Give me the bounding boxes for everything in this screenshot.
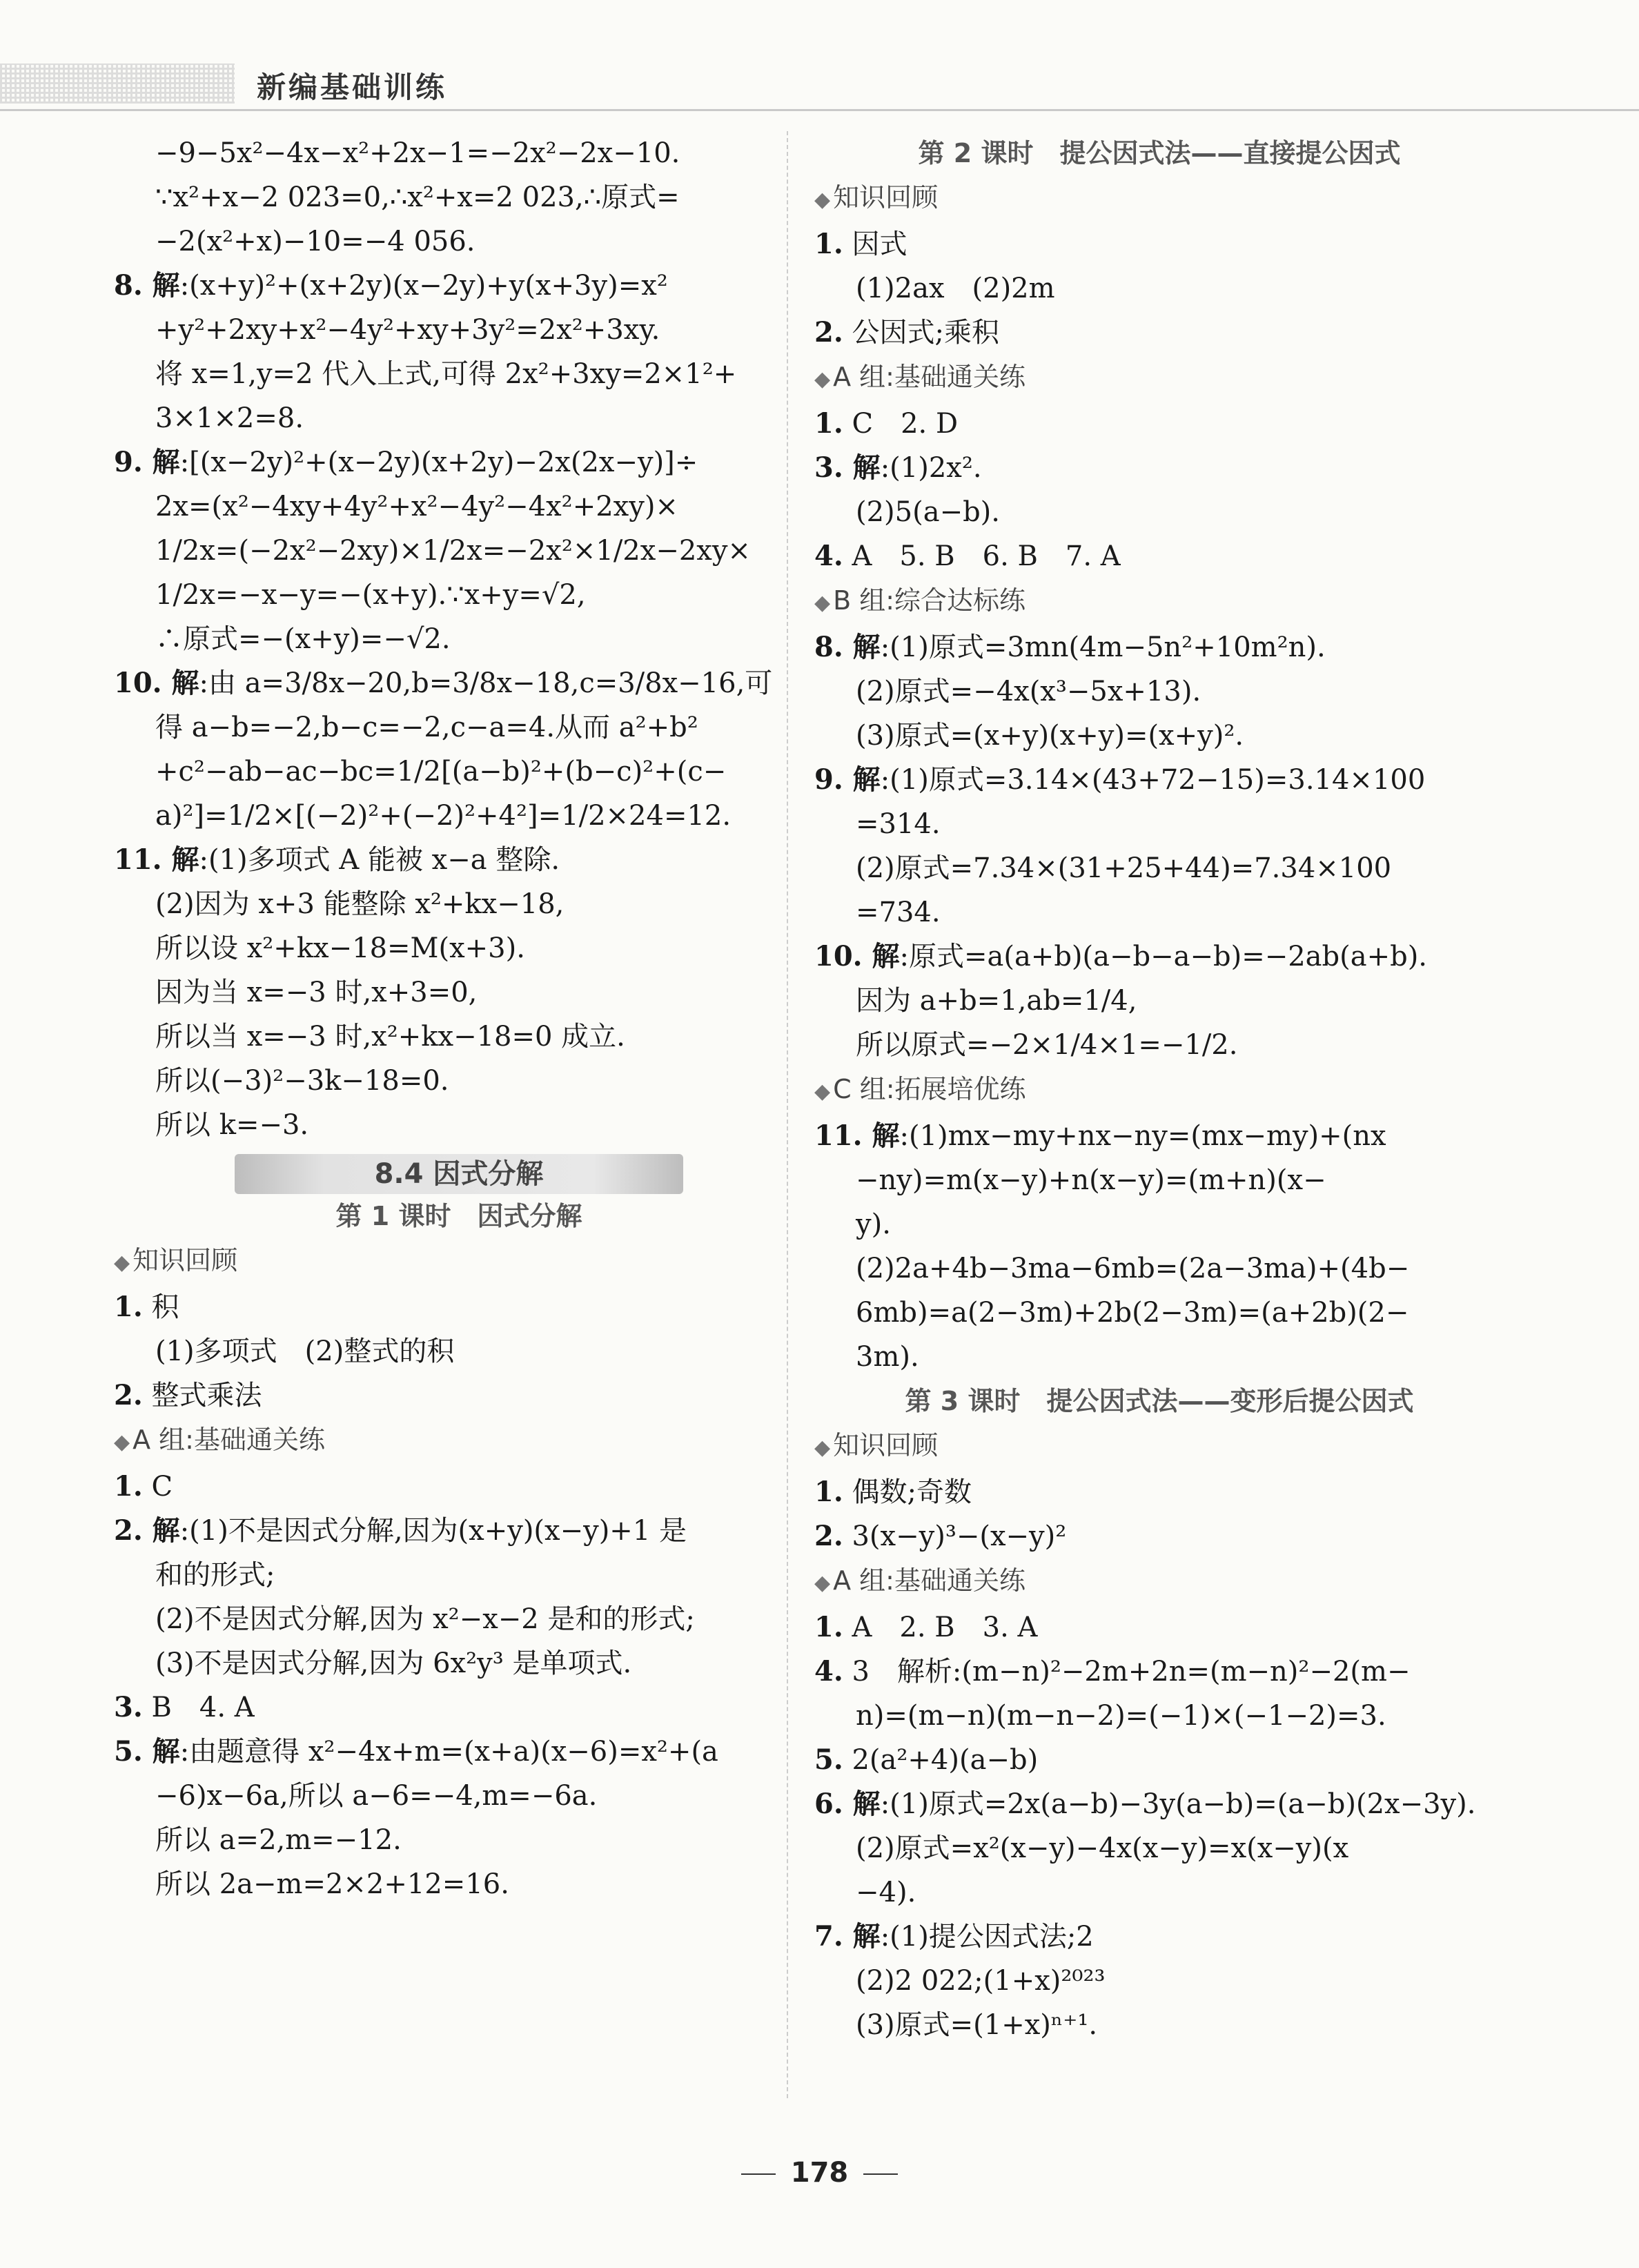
answer-line — [814, 1694, 1504, 1738]
diamond-icon: ◆ — [814, 188, 831, 212]
answer-text: :[(x−2y)²+(x−2y)(x+2y)−2x(2x−y)]÷ — [179, 447, 698, 478]
answer-line — [114, 1509, 804, 1553]
answer-line — [814, 1335, 1504, 1379]
section-heading-text: 知识回顾 — [133, 1245, 238, 1275]
answer-line — [114, 661, 804, 705]
section-heading-text: A 组:基础通关练 — [833, 362, 1025, 392]
answer-line — [114, 1059, 804, 1103]
answer-line — [114, 1862, 804, 1906]
question-number: 9. 解 — [814, 763, 881, 796]
answer-text: 将 x=1,y=2 代入上式,可得 2x²+3xy=2×1²+ — [155, 358, 737, 390]
answer-line — [814, 222, 1504, 266]
answer-line — [814, 1650, 1504, 1694]
question-number: 5. 解 — [114, 1735, 180, 1768]
question-number: 2. 解 — [114, 1514, 180, 1547]
right-column — [814, 131, 1504, 2047]
answer-text: n)=(m−n)(m−n−2)=(−1)×(−1−2)=3. — [856, 1700, 1386, 1732]
section-heading — [814, 175, 1504, 222]
answer-text: :(1)原式=3.14×(43+72−15)=3.14×100 — [880, 764, 1426, 796]
answer-text: 和的形式; — [155, 1559, 275, 1591]
answer-text: :(1)原式=3mn(4m−5n²+10m²n). — [880, 632, 1326, 663]
answer-text: a)²]=1/2×[(−2)²+(−2)²+4²]=1/2×24=12. — [155, 800, 732, 832]
answer-text: (2)2a+4b−3ma−6mb=(2a−3ma)+(4b− — [856, 1253, 1410, 1284]
answer-line — [114, 264, 804, 308]
answer-line — [114, 1553, 804, 1597]
answer-text: 所以原式=−2×1/4×1=−1/2. — [856, 1029, 1238, 1061]
answer-line — [114, 1465, 804, 1509]
answer-line — [114, 175, 804, 219]
answer-text: 2x=(x²−4xy+4y²+x²−4y²−4x²+2xy)× — [155, 491, 678, 522]
answer-line — [814, 1959, 1504, 2003]
answer-line — [114, 750, 804, 794]
answer-line — [114, 1641, 804, 1685]
answer-line — [814, 402, 1504, 446]
question-number: 1. — [114, 1291, 143, 1323]
answer-line — [114, 131, 804, 175]
footer-dash-left — [741, 2173, 776, 2175]
answer-text: (1)多项式 (2)整式的积 — [155, 1336, 455, 1367]
answer-text: C 2. D — [843, 408, 959, 440]
answer-text: +y²+2xy+x²−4y²+xy+3y²=2x²+3xy. — [155, 314, 660, 346]
answer-line — [814, 1605, 1504, 1650]
question-number: 3. 解 — [814, 451, 881, 484]
question-number: 1. — [814, 1476, 843, 1508]
answer-text: =734. — [856, 897, 941, 928]
answer-text: (3)原式=(1+x)ⁿ⁺¹. — [856, 2009, 1098, 2041]
section-heading — [814, 1558, 1504, 1605]
answer-line — [814, 1870, 1504, 1915]
diamond-icon: ◆ — [114, 1251, 130, 1275]
question-number: 2. — [114, 1379, 143, 1411]
answer-line — [814, 625, 1504, 669]
header-divider — [0, 109, 1639, 111]
answer-text: 3(x−y)³−(x−y)² — [843, 1521, 1067, 1552]
question-number: 11. 解 — [814, 1120, 900, 1152]
section-heading-text: A 组:基础通关练 — [133, 1425, 325, 1455]
question-number: 2. — [814, 1520, 843, 1552]
answer-text: −2(x²+x)−10=−4 056. — [155, 226, 475, 257]
answer-text: y). — [856, 1209, 891, 1240]
answer-text: (2)2 022;(1+x)²⁰²³ — [856, 1965, 1106, 1997]
answer-text: −6)x−6a,所以 a−6=−4,m=−6a. — [155, 1780, 598, 1812]
left-column — [114, 131, 804, 1906]
section-heading-text: 知识回顾 — [833, 182, 939, 213]
answer-text: (3)原式=(x+y)(x+y)=(x+y)². — [856, 720, 1244, 752]
diamond-icon: ◆ — [814, 1436, 831, 1460]
answer-text: −ny)=m(x−y)+n(x−y)=(m+n)(x− — [856, 1164, 1326, 1196]
diamond-icon: ◆ — [814, 367, 831, 391]
answer-line — [814, 1738, 1504, 1782]
answer-line — [814, 802, 1504, 846]
book-title: 新编基础训练 — [257, 70, 448, 104]
answer-line — [814, 1514, 1504, 1558]
answer-line — [114, 1015, 804, 1059]
section-heading-text: 知识回顾 — [833, 1430, 939, 1460]
answer-line — [814, 1202, 1504, 1247]
answer-text: 因为 a+b=1,ab=1/4, — [856, 985, 1137, 1017]
answer-line — [814, 1470, 1504, 1514]
lesson-title: 第 3 课时 提公因式法——变形后提公因式 — [905, 1386, 1414, 1416]
answer-text: 2(a²+4)(a−b) — [843, 1744, 1039, 1776]
answer-text: (2)不是因式分解,因为 x²−x−2 是和的形式; — [155, 1603, 695, 1635]
answer-line — [114, 1818, 804, 1862]
answer-line — [814, 979, 1504, 1023]
answer-line — [814, 1915, 1504, 1959]
question-number: 6. 解 — [814, 1788, 881, 1820]
answer-text: ∴原式=−(x+y)=−√2. — [155, 623, 451, 655]
answer-text: :原式=a(a+b)(a−b−a−b)=−2ab(a+b). — [899, 941, 1428, 972]
answer-text: A 5. B 6. B 7. A — [843, 540, 1121, 572]
section-heading — [814, 578, 1504, 625]
lesson-title: 第 1 课时 因式分解 — [335, 1201, 582, 1231]
answer-text: :由题意得 x²−4x+m=(x+a)(x−6)=x²+(a — [179, 1736, 718, 1768]
section-heading — [814, 355, 1504, 402]
answer-line — [114, 970, 804, 1015]
page-number: 178 — [790, 2157, 849, 2189]
section-heading — [814, 1067, 1504, 1114]
answer-text: ∵x²+x−2 023=0,∴x²+x=2 023,∴原式= — [155, 182, 680, 213]
answer-text: :(1)2x². — [880, 452, 982, 484]
column-divider — [787, 131, 788, 2098]
question-number: 1. — [814, 407, 843, 440]
answer-line — [114, 1373, 804, 1418]
answer-text: 1/2x=−x−y=−(x+y).∵x+y=√2, — [155, 579, 586, 611]
answer-line — [114, 794, 804, 838]
answer-line — [814, 1023, 1504, 1067]
question-number: 8. 解 — [814, 631, 881, 663]
answer-text: :(1)原式=2x(a−b)−3y(a−b)=(a−b)(2x−3y). — [880, 1788, 1476, 1820]
answer-line — [114, 1774, 804, 1818]
page-footer — [0, 2157, 1639, 2189]
answer-text: (2)5(a−b). — [856, 496, 1001, 528]
answer-line — [114, 529, 804, 573]
answer-line — [814, 266, 1504, 311]
header-pattern — [0, 63, 235, 104]
section-heading-text: A 组:基础通关练 — [833, 1565, 1025, 1596]
answer-text: 积 — [142, 1291, 179, 1323]
answer-line — [814, 1158, 1504, 1202]
answer-text: 所以(−3)²−3k−18=0. — [155, 1065, 449, 1097]
question-number: 9. 解 — [114, 446, 180, 478]
footer-dash-right — [863, 2173, 898, 2175]
answer-text: 6mb)=a(2−3m)+2b(2−3m)=(a+2b)(2− — [856, 1297, 1409, 1329]
answer-text: +c²−ab−ac−bc=1/2[(a−b)²+(b−c)²+(c− — [155, 756, 727, 788]
answer-line — [814, 446, 1504, 490]
answer-text: :(1)mx−my+nx−ny=(mx−my)+(nx — [899, 1120, 1386, 1152]
answer-line — [114, 219, 804, 264]
answer-text: :由 a=3/8x−20,b=3/8x−18,c=3/8x−16,可 — [199, 667, 773, 699]
answer-line — [114, 396, 804, 440]
answer-text: (2)原式=7.34×(31+25+44)=7.34×100 — [856, 852, 1392, 884]
answer-line — [814, 2003, 1504, 2047]
answer-line — [114, 1685, 804, 1730]
answer-text: 3m). — [856, 1341, 919, 1373]
answer-line — [814, 311, 1504, 355]
answer-line — [814, 1782, 1504, 1826]
answer-text: (2)因为 x+3 能整除 x²+kx−18, — [155, 888, 565, 920]
answer-line — [814, 534, 1504, 578]
question-number: 7. 解 — [814, 1920, 881, 1953]
answer-line — [114, 352, 804, 396]
diamond-icon: ◆ — [814, 591, 831, 615]
answer-text: 1/2x=(−2x²−2xy)×1/2x=−2x²×1/2x−2xy× — [155, 535, 751, 567]
question-number: 10. 解 — [114, 667, 199, 699]
section-heading-text: C 组:拓展培优练 — [833, 1074, 1026, 1104]
answer-line — [814, 1247, 1504, 1291]
answer-text: B 4. A — [142, 1692, 255, 1723]
answer-text: 公因式;乘积 — [843, 317, 999, 349]
answer-text: 所以 k=−3. — [155, 1109, 309, 1141]
answer-text: 偶数;奇数 — [843, 1476, 972, 1508]
answer-line — [814, 758, 1504, 802]
section-heading — [114, 1238, 804, 1285]
answer-text: 所以设 x²+kx−18=M(x+3). — [155, 932, 525, 964]
answer-line — [814, 669, 1504, 714]
answer-line — [814, 490, 1504, 534]
answer-text: :(1)多项式 A 能被 x−a 整除. — [199, 844, 560, 876]
answer-line — [114, 1730, 804, 1774]
diamond-icon: ◆ — [814, 1079, 831, 1104]
question-number: 2. — [814, 316, 843, 349]
answer-line — [814, 714, 1504, 758]
question-number: 1. — [814, 1611, 843, 1643]
answer-text: 得 a−b=−2,b−c=−2,c−a=4.从而 a²+b² — [155, 712, 698, 743]
answer-text: (3)不是因式分解,因为 6x²y³ 是单项式. — [155, 1648, 632, 1679]
answer-text: C — [142, 1471, 173, 1503]
answer-text: 所以当 x=−3 时,x²+kx−18=0 成立. — [155, 1021, 625, 1053]
question-number: 3. — [114, 1691, 143, 1723]
question-number: 8. 解 — [114, 269, 180, 302]
answer-text: 因式 — [843, 228, 907, 260]
answer-line — [114, 1103, 804, 1147]
answer-text: (2)原式=−4x(x³−5x+13). — [856, 676, 1201, 707]
answer-text: A 2. B 3. A — [843, 1612, 1038, 1643]
answer-line — [114, 617, 804, 661]
section-heading-text: B 组:综合达标练 — [833, 585, 1026, 616]
answer-line — [114, 926, 804, 970]
question-number: 1. — [114, 1470, 143, 1503]
answer-text: =314. — [856, 808, 941, 840]
lesson-title: 第 2 课时 提公因式法——直接提公因式 — [918, 138, 1401, 168]
question-number: 1. — [814, 228, 843, 260]
answer-line — [114, 485, 804, 529]
answer-text: :(x+y)²+(x+2y)(x−2y)+y(x+3y)=x² — [179, 270, 668, 302]
answer-text: 所以 a=2,m=−12. — [155, 1824, 402, 1856]
section-heading — [814, 1423, 1504, 1470]
answer-text: 整式乘法 — [142, 1380, 262, 1411]
answer-text: :(1)不是因式分解,因为(x+y)(x−y)+1 是 — [179, 1515, 687, 1547]
answer-line — [114, 440, 804, 485]
answer-line — [814, 846, 1504, 890]
answer-text: 3×1×2=8. — [155, 402, 304, 434]
answer-text: −4). — [856, 1877, 916, 1908]
question-number: 4. — [814, 1655, 843, 1688]
section-banner: 8.4 因式分解 — [235, 1154, 683, 1194]
answer-text: 3 解析:(m−n)²−2m+2n=(m−n)²−2(m− — [843, 1656, 1411, 1688]
answer-text: (2)原式=x²(x−y)−4x(x−y)=x(x−y)(x — [856, 1832, 1349, 1864]
answer-line — [114, 573, 804, 617]
answer-line — [814, 890, 1504, 935]
question-number: 4. — [814, 540, 843, 572]
answer-line — [814, 935, 1504, 979]
answer-line — [114, 308, 804, 352]
answer-line — [114, 1329, 804, 1373]
answer-line — [814, 1826, 1504, 1870]
answer-line — [814, 1291, 1504, 1335]
answer-text: :(1)提公因式法;2 — [880, 1921, 1094, 1953]
answer-line — [114, 838, 804, 882]
answer-line — [114, 1285, 804, 1329]
answer-text: (1)2ax (2)2m — [856, 273, 1055, 304]
question-number: 5. — [814, 1743, 843, 1776]
answer-line — [114, 882, 804, 926]
answer-line — [814, 1114, 1504, 1158]
question-number: 11. 解 — [114, 843, 199, 876]
section-heading — [114, 1418, 804, 1465]
answer-line — [114, 705, 804, 750]
question-number: 10. 解 — [814, 940, 900, 972]
answer-text: 所以 2a−m=2×2+12=16. — [155, 1868, 509, 1900]
answer-text: −9−5x²−4x−x²+2x−1=−2x²−2x−10. — [155, 137, 680, 169]
answer-text: 因为当 x=−3 时,x+3=0, — [155, 977, 478, 1008]
diamond-icon: ◆ — [814, 1571, 831, 1595]
diamond-icon: ◆ — [114, 1430, 130, 1454]
answer-line — [114, 1597, 804, 1641]
